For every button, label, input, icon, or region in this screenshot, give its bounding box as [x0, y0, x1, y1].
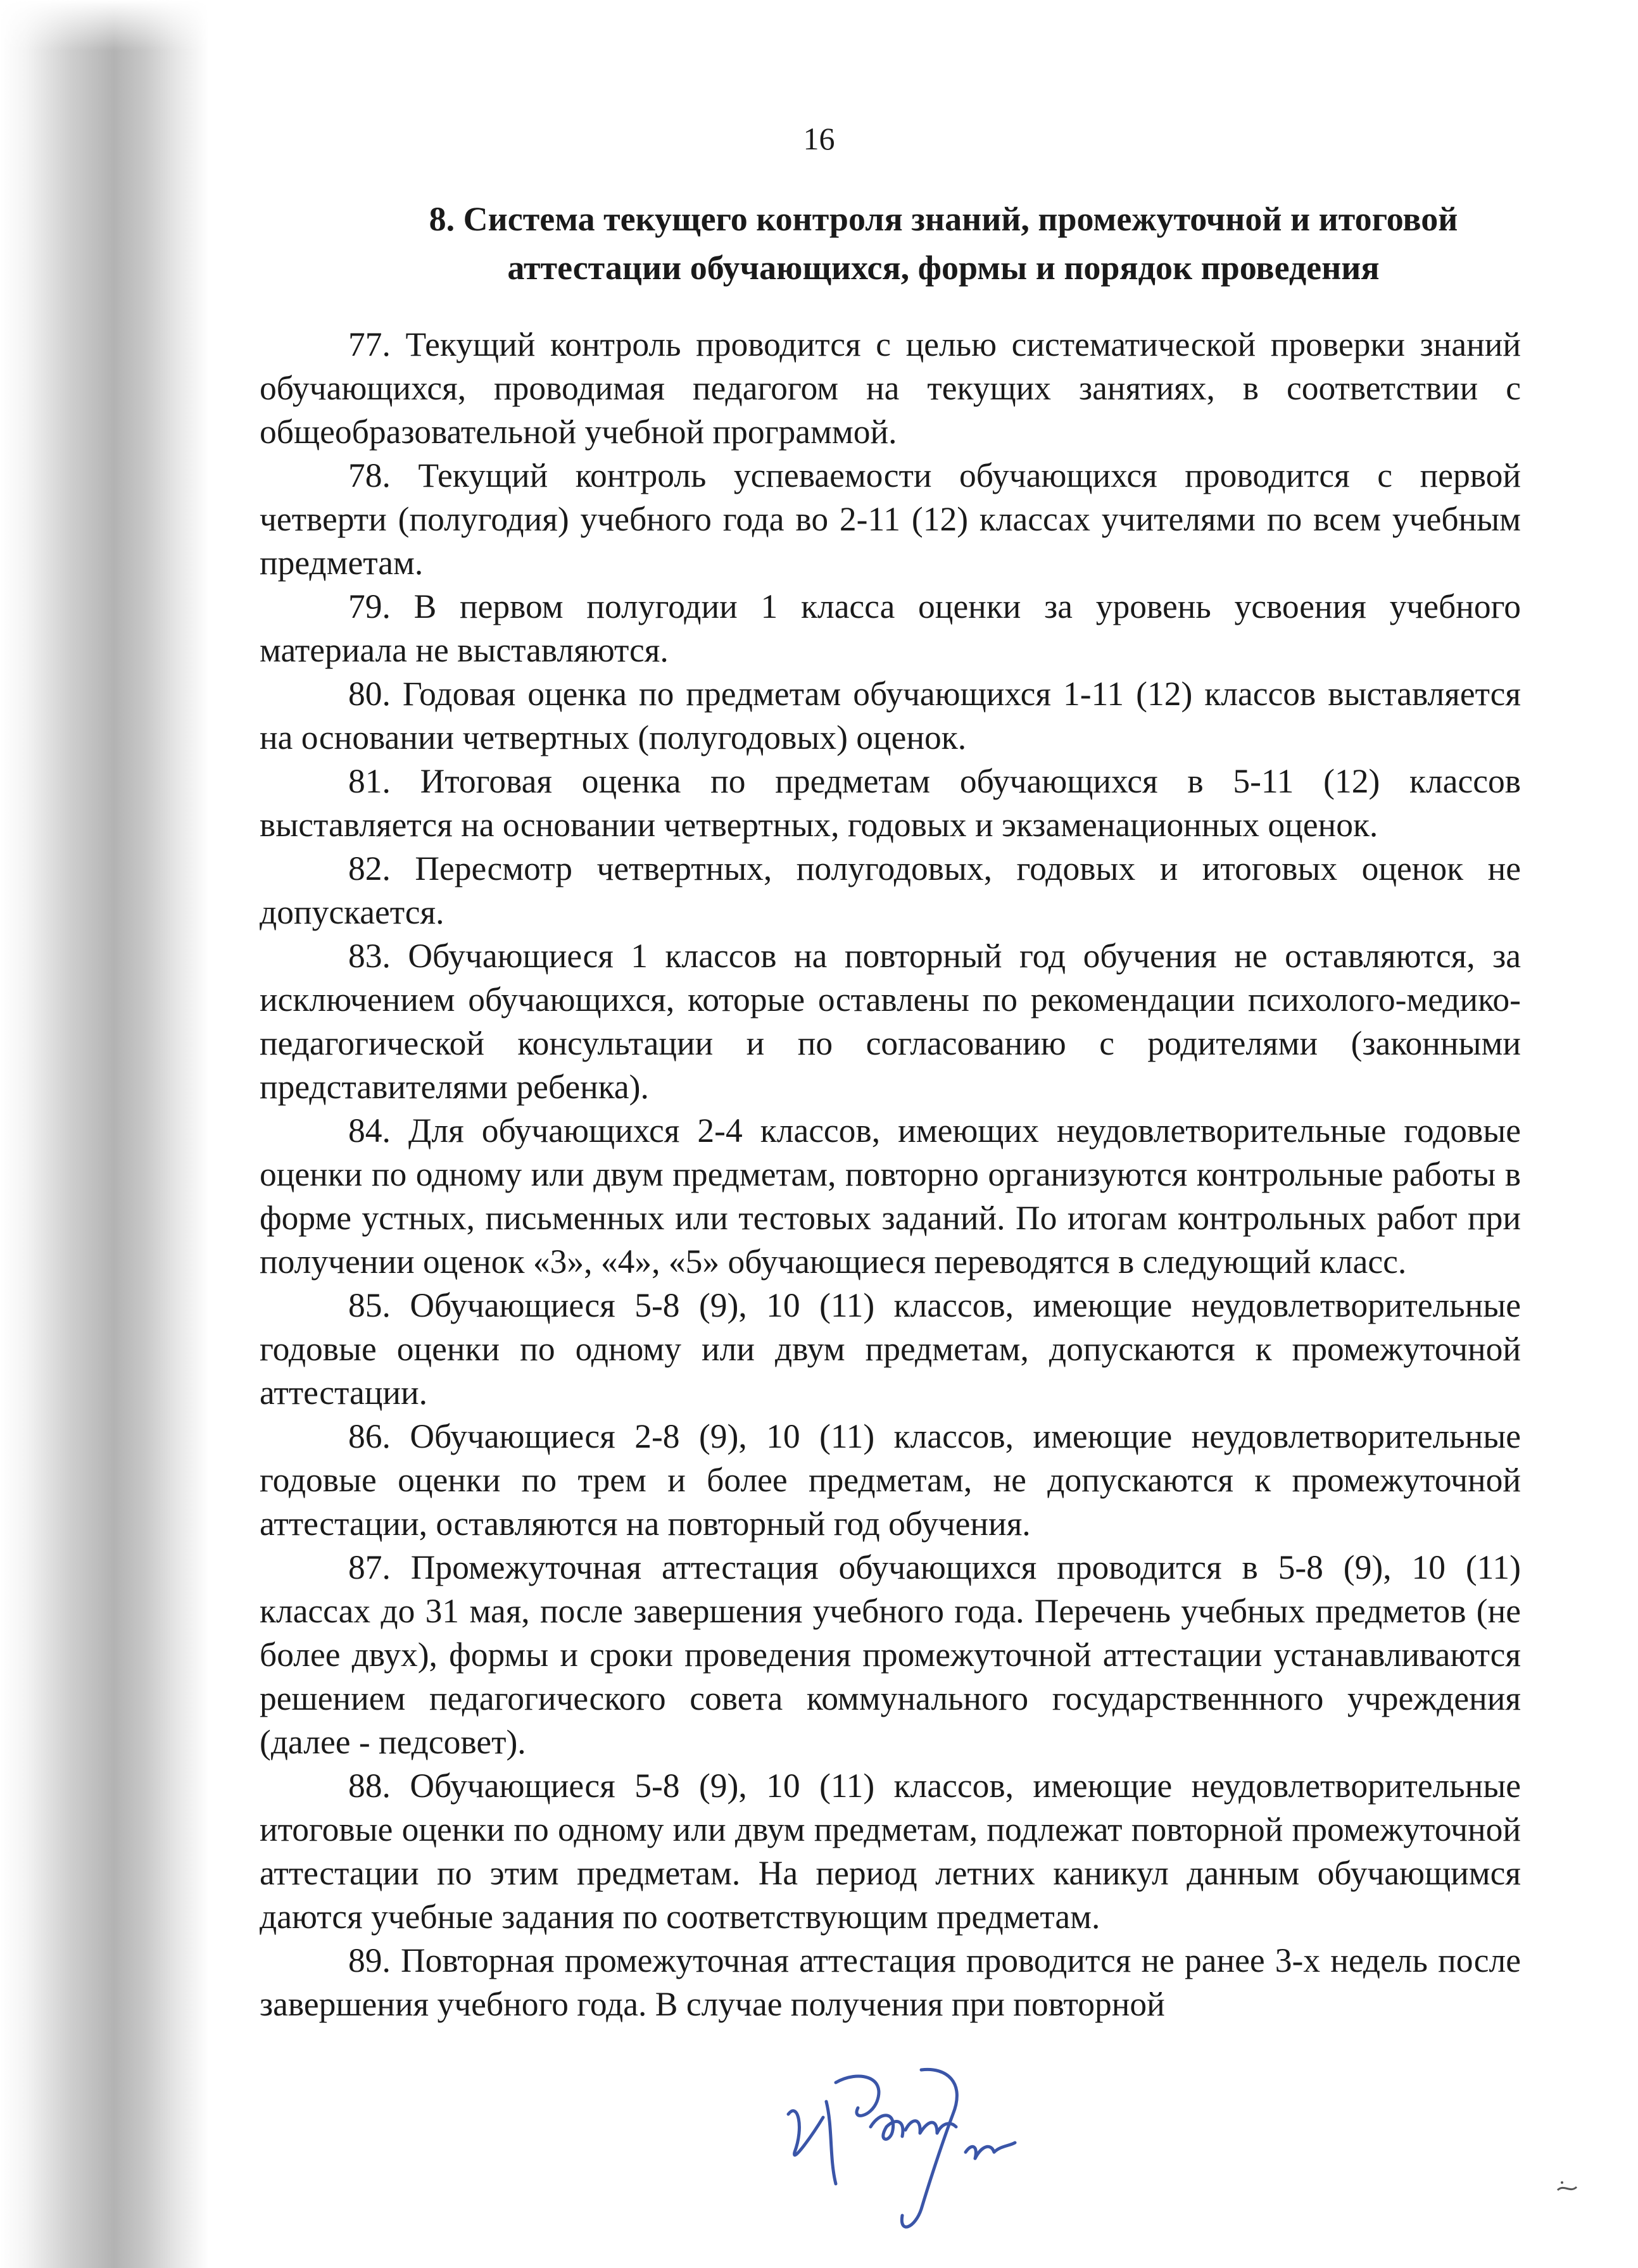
paragraph-79: 79. В первом полугодии 1 класса оценки за уровень усвоения учебного материала не выставляются.	[260, 587, 1521, 669]
paragraph-81: 81. Итоговая оценка по предметам обучающихся в 5-11 (12) классов выставляется на основании четвертных, годовых и экзаменационных оценок.	[260, 762, 1521, 844]
paragraph-80: 80. Годовая оценка по предметам обучающихся 1-11 (12) классов выставляется на основании четвертных (полугодовых) оценок.	[260, 675, 1521, 756]
section-heading	[355, 195, 1532, 292]
paragraph-84: 84. Для обучающихся 2-4 классов, имеющих неудовлетворительные годовые оценки по одному или двум предметам, повторно организуются контрольные работы в форме устных, письменных или тестовых заданий. По итогам контрольных работ при получении оценок «3», «4», «5» обучающиеся переводятся в следующий класс.	[260, 1112, 1521, 1281]
paragraph-82: 82. Пересмотр четвертных, полугодовых, годовых и итоговых оценок не допускается.	[260, 849, 1521, 931]
section-heading-line-1: 8. Система текущего контроля знаний, промежуточной и итоговой	[429, 200, 1458, 238]
paragraph-78: 78. Текущий контроль успеваемости обучающихся проводится с первой четверти (полугодия) учебного года во 2-11 (12) классах учителями по всем учебным предметам.	[260, 456, 1521, 582]
scan-shadow-fade	[0, 0, 209, 51]
handwritten-signature	[776, 2057, 1042, 2247]
document-body	[260, 323, 1521, 2026]
paragraph-86: 86. Обучающиеся 2-8 (9), 10 (11) классов, имеющие неудовлетворительные годовые оценки по трем и более предметам, не допускаются к промежуточной аттестации, оставляются на повторный год обучения.	[260, 1417, 1521, 1543]
scan-artifact-mark	[1554, 2177, 1580, 2196]
scan-shadow	[0, 0, 209, 2268]
paragraph-83: 83. Обучающиеся 1 классов на повторный год обучения не оставляются, за исключением обучающихся, которые оставлены по рекомендации психолого-медико-педагогической консультации и по согласованию с родителями (законными представителями ребенка).	[260, 937, 1521, 1106]
paragraph-85: 85. Обучающиеся 5-8 (9), 10 (11) классов, имеющие неудовлетворительные годовые оценки по одному или двум предметам, допускаются к промежуточной аттестации.	[260, 1286, 1521, 1412]
page-number: 16	[803, 121, 835, 156]
paragraph-89: 89. Повторная промежуточная аттестация проводится не ранее 3-х недель после завершения учебного года. В случае получения при повторной	[260, 1941, 1521, 2023]
paragraph-77: 77. Текущий контроль проводится с целью систематической проверки знаний обучающихся, проводимая педагогом на текущих занятиях, в соответствии с общеобразовательной учебной программой.	[260, 325, 1521, 451]
section-heading-line-2: аттестации обучающихся, формы и порядок проведения	[507, 249, 1380, 287]
paragraph-87: 87. Промежуточная аттестация обучающихся проводится в 5-8 (9), 10 (11) классах до 31 мая, после завершения учебного года. Перечень учебных предметов (не более двух), формы и сроки проведения промежуточной аттестации устанавливаются решением педагогического совета коммунального государственнного учреждения (далее - педсовет).	[260, 1548, 1521, 1761]
paragraph-88: 88. Обучающиеся 5-8 (9), 10 (11) классов, имеющие неудовлетворительные итоговые оценки по одному или двум предметам, подлежат повторной промежуточной аттестации по этим предметам. На период летних каникул данным обучающимся даются учебные задания по соответствующим предметам.	[260, 1767, 1521, 1936]
signature-strokes	[788, 2069, 1015, 2227]
